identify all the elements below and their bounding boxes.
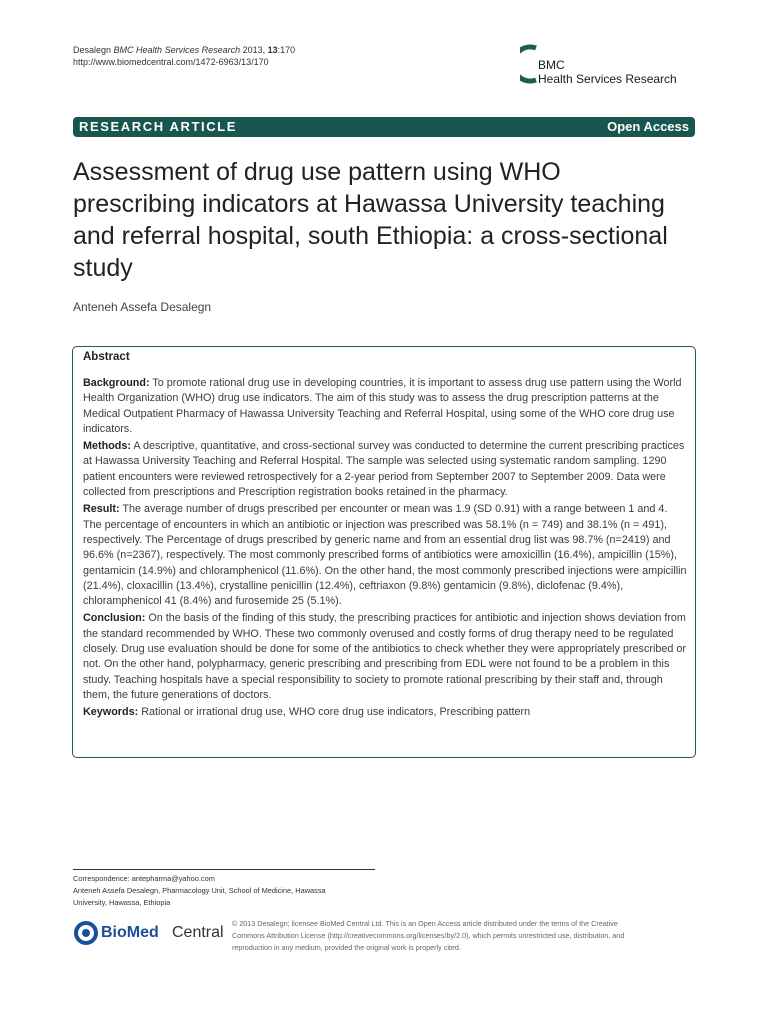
article-title: Assessment of drug use pattern using WHO prescribing indicators at Hawassa University teaching and referral hospital, south Ethiopia: a cross-sectional study: [73, 158, 668, 282]
conclusion-label: Conclusion:: [83, 612, 146, 625]
abstract-conclusion: [83, 611, 687, 703]
abstract-heading: Abstract: [83, 351, 130, 363]
methods-text: A descriptive, quantitative, and cross-sectional survey was conducted to determine the current prescribing practices at Hawassa University Teaching and Referral Hospital. The sample was selected using systematic random sampling. 1290 patient encounters were reviewed retrospectively for a 2-year period from September 2007 to September 2009. Data were collected from prescriptions and Prescription registration books retained in the pharmacy.: [83, 440, 685, 499]
citation-header: [73, 44, 295, 68]
open-access-label: Open Access: [607, 119, 689, 134]
article-type-banner: [73, 117, 695, 137]
citation-line: [73, 44, 295, 56]
conclusion-text: On the basis of the finding of this study, the prescribing practices for antibiotic and injection shows deviation from the standard recommended by WHO. These two commonly overused and costly forms of drug therapy need to be regulated closely. Drug use evaluation should be done for some of the antibiotics to check whether they were appropriately prescribed or not. On the other hand, polypharmacy, generic prescribing and prescribing from EDL were not found to be a problem in this study. Teaching hospitals have a special responsibility to society to promote rational prescribing by their staff and, through them, the future generations of doctors.: [83, 612, 686, 701]
citation-volume: 13: [267, 45, 278, 55]
publisher-logo-bold: BioMed: [101, 924, 159, 941]
abstract-methods: [83, 439, 687, 500]
article-author: Anteneh Assefa Desalegn: [73, 300, 212, 314]
abstract-body: [83, 376, 687, 723]
journal-name: BMC Health Services Research: [113, 45, 241, 55]
publisher-logo-light: Central: [172, 924, 224, 941]
citation-article-number: :170: [277, 45, 296, 55]
result-label: Result:: [83, 503, 120, 516]
methods-label: Methods:: [83, 440, 131, 453]
footnote-divider: [73, 869, 375, 870]
abstract-result: [83, 502, 687, 609]
citation-year: 2013,: [242, 45, 266, 55]
keywords-label: Keywords:: [83, 706, 139, 719]
correspondence-footnote: [73, 873, 326, 909]
journal-logo-line1: BMC: [538, 58, 565, 72]
abstract-keywords: [83, 705, 687, 720]
keywords-text: Rational or irrational drug use, WHO core drug use indicators, Prescribing pattern: [138, 706, 531, 719]
journal-logo-line2: Health Services Research: [538, 72, 677, 86]
license-line-2: Commons Attribution License (http://creativecommons.org/licenses/by/2.0), which permits unrestricted use, distribution, and: [232, 931, 625, 940]
result-text: The average number of drugs prescribed per encounter or mean was 1.9 (SD 0.91) with a range between 1 and 4. The percentage of encounters in which an antibiotic or injection was prescribed was 58.1% (n = 749) and 38.1% (n = 491), respectively. The Percentage of drugs prescribed by generic name and from an essential drug list was 98.7% (n=2419) and 96.6% (n=2367), respectively. The most commonly prescribed forms of antibiotics were amoxicillin (16.4%), ampicillin (15%), gentamicin (14.9%) and chloramphenicol (11.6%). On the other hand, the most commonly prescribed injections were ampicillin (21.4%), cloxacillin (13.4%), crystalline penicillin (12.4%), ceftriaxon (9.8%) gentamicin (9.8%), diclofenac (9.4%), chloramphenicol 41 (8.4%) and furosemide 25 (5.1%).: [83, 503, 687, 608]
license-line-1: © 2013 Desalegn; licensee BioMed Central Ltd. This is an Open Access article distributed under the terms of the Creative: [232, 919, 618, 928]
correspondence-affiliation-2: University, Hawassa, Ethiopia: [73, 898, 171, 907]
article-url[interactable]: http://www.biomedcentral.com/1472-6963/13/170: [73, 57, 269, 67]
abstract-background: [83, 376, 687, 437]
correspondence-email[interactable]: Correspondence: antepharma@yahoo.com: [73, 874, 215, 883]
citation-author: Desalegn: [73, 45, 112, 55]
publisher-logo: [73, 918, 223, 948]
journal-logo: [520, 44, 710, 96]
license-line-3: reproduction in any medium, provided the original work is properly cited.: [232, 943, 461, 952]
background-label: Background:: [83, 377, 150, 389]
correspondence-affiliation-1: Anteneh Assefa Desalegn, Pharmacology Unit, School of Medicine, Hawassa: [73, 886, 326, 895]
abstract-box: [72, 346, 696, 758]
publisher-logo-circle-icon: [73, 918, 99, 948]
background-text: To promote rational drug use in developing countries, it is important to assess drug use pattern using the World Health Organization (WHO) drug use indicators. The aim of this study was to assess the drug prescription patterns at the Medical Outpatient Pharmacy of Hawassa University Teaching and Referral Hospital, using some of the WHO core drug use indicators.: [83, 377, 682, 435]
article-type-label: RESEARCH ARTICLE: [79, 119, 238, 134]
license-notice: [232, 918, 702, 954]
